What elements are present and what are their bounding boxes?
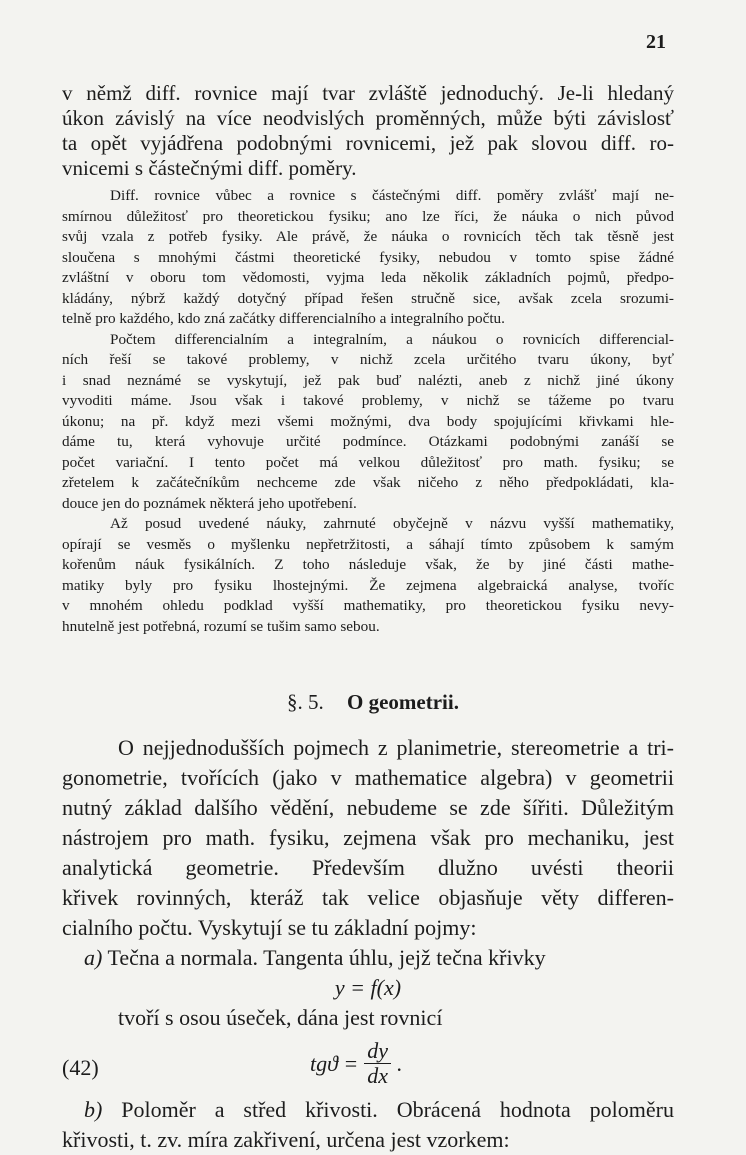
- fraction-denominator: dx: [367, 1063, 389, 1088]
- text-line: v mnohém ohledu podklad vyšší mathematiky, pro theoretickou fysiku nevy-: [62, 597, 674, 614]
- formula-tail: .: [397, 1050, 403, 1076]
- text-line: matiky byly pro fysiku lhostejnými. Že zejmena algebraická analyse, tvoříc: [62, 576, 674, 594]
- text-line: sloučena s mnohými částmi theoretické fysiky, nebudou v tomto spise žádné: [62, 248, 674, 266]
- text-line: úkonu; na př. když mezi všemi možnými, dva body spojujícími křivkami hle-: [62, 412, 674, 430]
- text-line: i snad neznámé se vyskytují, jež pak buď nalézti, aneb z nichž jiné úkony: [62, 371, 674, 389]
- section-number: §. 5.: [287, 690, 324, 714]
- text-line: počet variační. I tento počet má velkou důležitosť pro math. fysiku; se: [62, 453, 674, 471]
- intro-paragraph: [62, 81, 674, 181]
- section-heading: [0, 690, 746, 715]
- text-line: opírají se vesměs o myšlenku nepřetržitosti, a sáhají tímto způsobem k samým: [62, 535, 674, 553]
- text-line: vyvoditi máme. Jsou však i takové problemy, v nichž se tážeme po tvaru: [62, 392, 674, 409]
- text-line: tvoří s osou úseček, dána jest rovnicí: [118, 1005, 443, 1030]
- formula-lhs: tgϑ =: [310, 1050, 359, 1076]
- text-line: kládány, nýbrž každý dotyčný případ řešen stručně sice, avšak zcela srozumi-: [62, 289, 674, 307]
- item-b: [62, 1095, 674, 1125]
- fraction-numerator: dy: [364, 1039, 391, 1064]
- text-line: analytická geometrie. Především dlužno uvésti theorii: [62, 855, 674, 880]
- text-line: ta opět vyjádřena podobnými rovnicemi, jež pak slovou diff. ro-: [62, 131, 674, 155]
- text-line: kořenům náuk fysikálních. Z toho následuje však, že by jiné části mathe-: [62, 556, 674, 573]
- text-line: Až posud uvedené náuky, zahrnuté obyčejně v názvu vyšší mathematiky,: [110, 515, 674, 532]
- text-line: gonometrie, tvořících (jako v mathematice algebra) v geometrii: [62, 765, 674, 790]
- item-b-label: b): [84, 1097, 103, 1122]
- geometry-section: [62, 733, 674, 1155]
- text-line: O nejjednodušších pojmech z planimetrie, stereometrie a tri-: [118, 735, 674, 760]
- text-line: zvláštní v oboru tom vědomosti, vyjma leda několik základních pojmů, předpo-: [62, 269, 674, 286]
- text-line: hnutelně jest potřebná, rozumí se tušim samo sebou.: [62, 617, 380, 635]
- text-line: Počtem differencialním a integralním, a náukou o rovnicích differencial-: [110, 330, 674, 348]
- curve-equation: y = f(x): [334, 975, 402, 1000]
- text-line: nástrojem pro math. fysiku, zejmena však pro mechaniku, jest: [62, 825, 674, 850]
- item-a: [62, 943, 674, 973]
- text-line: dáme tu, která vyhovuje určité podmínce. Otázkami podobnými zanáší se: [62, 433, 674, 450]
- text-line: nutný základ dalšího vědění, nebudeme se zde šířiti. Důležitým: [62, 795, 674, 820]
- text-line: douce jen do poznámek některá jeho upotřebení.: [62, 494, 357, 512]
- text-line: křivosti, t. zv. míra zakřivení, určena jest vzorkem:: [62, 1127, 510, 1152]
- small-print-section: [62, 186, 674, 637]
- text-line: křivek rovinných, kteráž tak velice objasňuje věty differen-: [62, 885, 674, 910]
- section-title: O geometrii.: [347, 690, 459, 714]
- tangent-formula: [310, 1039, 403, 1088]
- text-line: smírnou důležitosť pro theoretickou fysiku; ano lze říci, že náuka o nich původ: [62, 207, 674, 225]
- text-line: telně pro každého, kdo zná začátky differencialního a integralního počtu.: [62, 310, 505, 327]
- text-line: ních řeší se takové problemy, v nichž zcela určitého tvaru úkony, byť: [62, 351, 674, 368]
- text-line: zřetelem k začátečníkům nechceme zde však ničeho z něho předpokládati, kla-: [62, 474, 674, 491]
- text-line: svůj vzala z potřeb fysiky. Ale právě, že náuka o rovnicích těch tak těsně jest: [62, 228, 674, 245]
- text-line: Diff. rovnice vůbec a rovnice s částečnými diff. poměry zvlášť mají ne-: [110, 187, 674, 204]
- item-a-text: Tečna a normala. Tangenta úhlu, jejž tečna křivky: [107, 945, 546, 970]
- item-b-text: Poloměr a střed křivosti. Obrácená hodnota poloměru: [121, 1097, 674, 1122]
- text-line: cialního počtu. Vyskytují se tu základní pojmy:: [62, 915, 477, 940]
- equation-42: [62, 1033, 674, 1095]
- page-number: 21: [646, 31, 666, 53]
- text-line: vnicemi s částečnými diff. poměry.: [62, 156, 357, 180]
- item-a-label: a): [84, 945, 103, 970]
- text-line: v němž diff. rovnice mají tvar zvláště jednoduchý. Je-li hledaný: [62, 81, 674, 105]
- text-line: úkon závislý na více neodvislých proměnných, může býti závislosť: [62, 106, 674, 130]
- derivative-fraction: [364, 1039, 391, 1088]
- equation-number: (42): [62, 1055, 99, 1080]
